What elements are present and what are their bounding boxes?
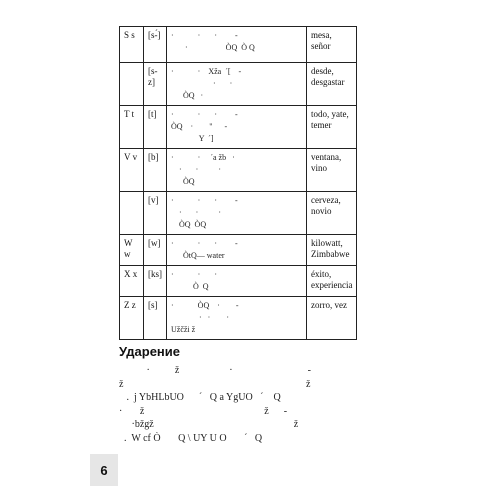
description-cell [167,192,307,235]
description-line: · · [171,79,233,88]
letter-cell: X x [120,266,144,297]
examples-cell: kilowatt, Zimbabwe [307,235,357,266]
letter-cell [120,192,144,235]
body-line: ž ž [119,378,311,390]
description-line: ÒtQ— water [171,251,225,260]
table-row [120,149,357,192]
table-row [120,27,357,63]
description-line: · · · [171,270,217,279]
letter-cell: W w [120,235,144,266]
description-line: ÒQ · [171,91,204,100]
body-line: . j YbHLbUO ´ Q a YgUO ´ Q [119,392,281,403]
table-row [120,235,357,266]
ipa-cell: [ks] [144,266,167,297]
ipa-cell: [w] [144,235,167,266]
phonetics-table [119,26,357,340]
ipa-cell: [s-z] [144,63,167,106]
description-line: · ÒQ · - [171,301,239,310]
letter-cell: S s [120,27,144,63]
description-line: · · · [171,208,221,217]
examples-cell: zorro, vez [307,297,357,340]
body-line: . W cf Ò Q \ UY U O ´ Q [119,432,263,444]
section-body-text [119,364,409,445]
description-line: Užčži ž [171,325,196,334]
description-line: Ò Q [171,282,209,291]
examples-cell: mesa, señor [307,27,357,63]
ipa-cell: [v] [144,192,167,235]
description-line: ÒQ [171,177,195,186]
description-line: · · Xža ´[ - [171,67,242,76]
section-title-stress: Ударение [119,344,180,359]
description-line: Y ´] [171,134,214,143]
body-line: · ž · - [119,365,311,376]
description-line: · · · - [171,31,238,40]
letter-cell: V v [120,149,144,192]
description-line: · ÒQ Ò Q [171,43,255,52]
letter-cell [120,63,144,106]
description-cell [167,297,307,340]
description-cell [167,63,307,106]
description-line: · · ´a žb · [171,153,235,162]
page-number: 6 [90,454,118,486]
table-row [120,192,357,235]
letter-cell: Z z [120,297,144,340]
table-row [120,266,357,297]
examples-cell: ventana, vino [307,149,357,192]
ipa-cell: [s-́] [144,27,167,63]
description-line: ÒQ ÒQ [171,220,207,229]
description-cell [167,27,307,63]
table-row [120,63,357,106]
description-cell [167,149,307,192]
letter-cell: T t [120,106,144,149]
description-cell [167,106,307,149]
examples-cell: cerveza, novio [307,192,357,235]
description-line: ÒQ · " - [171,122,228,131]
examples-cell: éxito, experiencia [307,266,357,297]
examples-cell: todo, yate, temer [307,106,357,149]
ipa-cell: [b] [144,149,167,192]
body-line: ·bžgž ž [119,419,299,430]
description-line: · · · [171,313,229,322]
table-row [120,106,357,149]
body-line: · ž ž - [119,405,288,417]
table-row [120,297,357,340]
description-cell [167,266,307,297]
ipa-cell: [s] [144,297,167,340]
description-cell [167,235,307,266]
description-line: · · · - [171,196,238,205]
examples-cell: desde, desgastar [307,63,357,106]
description-line: · · · [171,165,221,174]
ipa-cell: [t] [144,106,167,149]
description-line: · · · - [171,239,238,248]
description-line: · · · - [171,110,238,119]
